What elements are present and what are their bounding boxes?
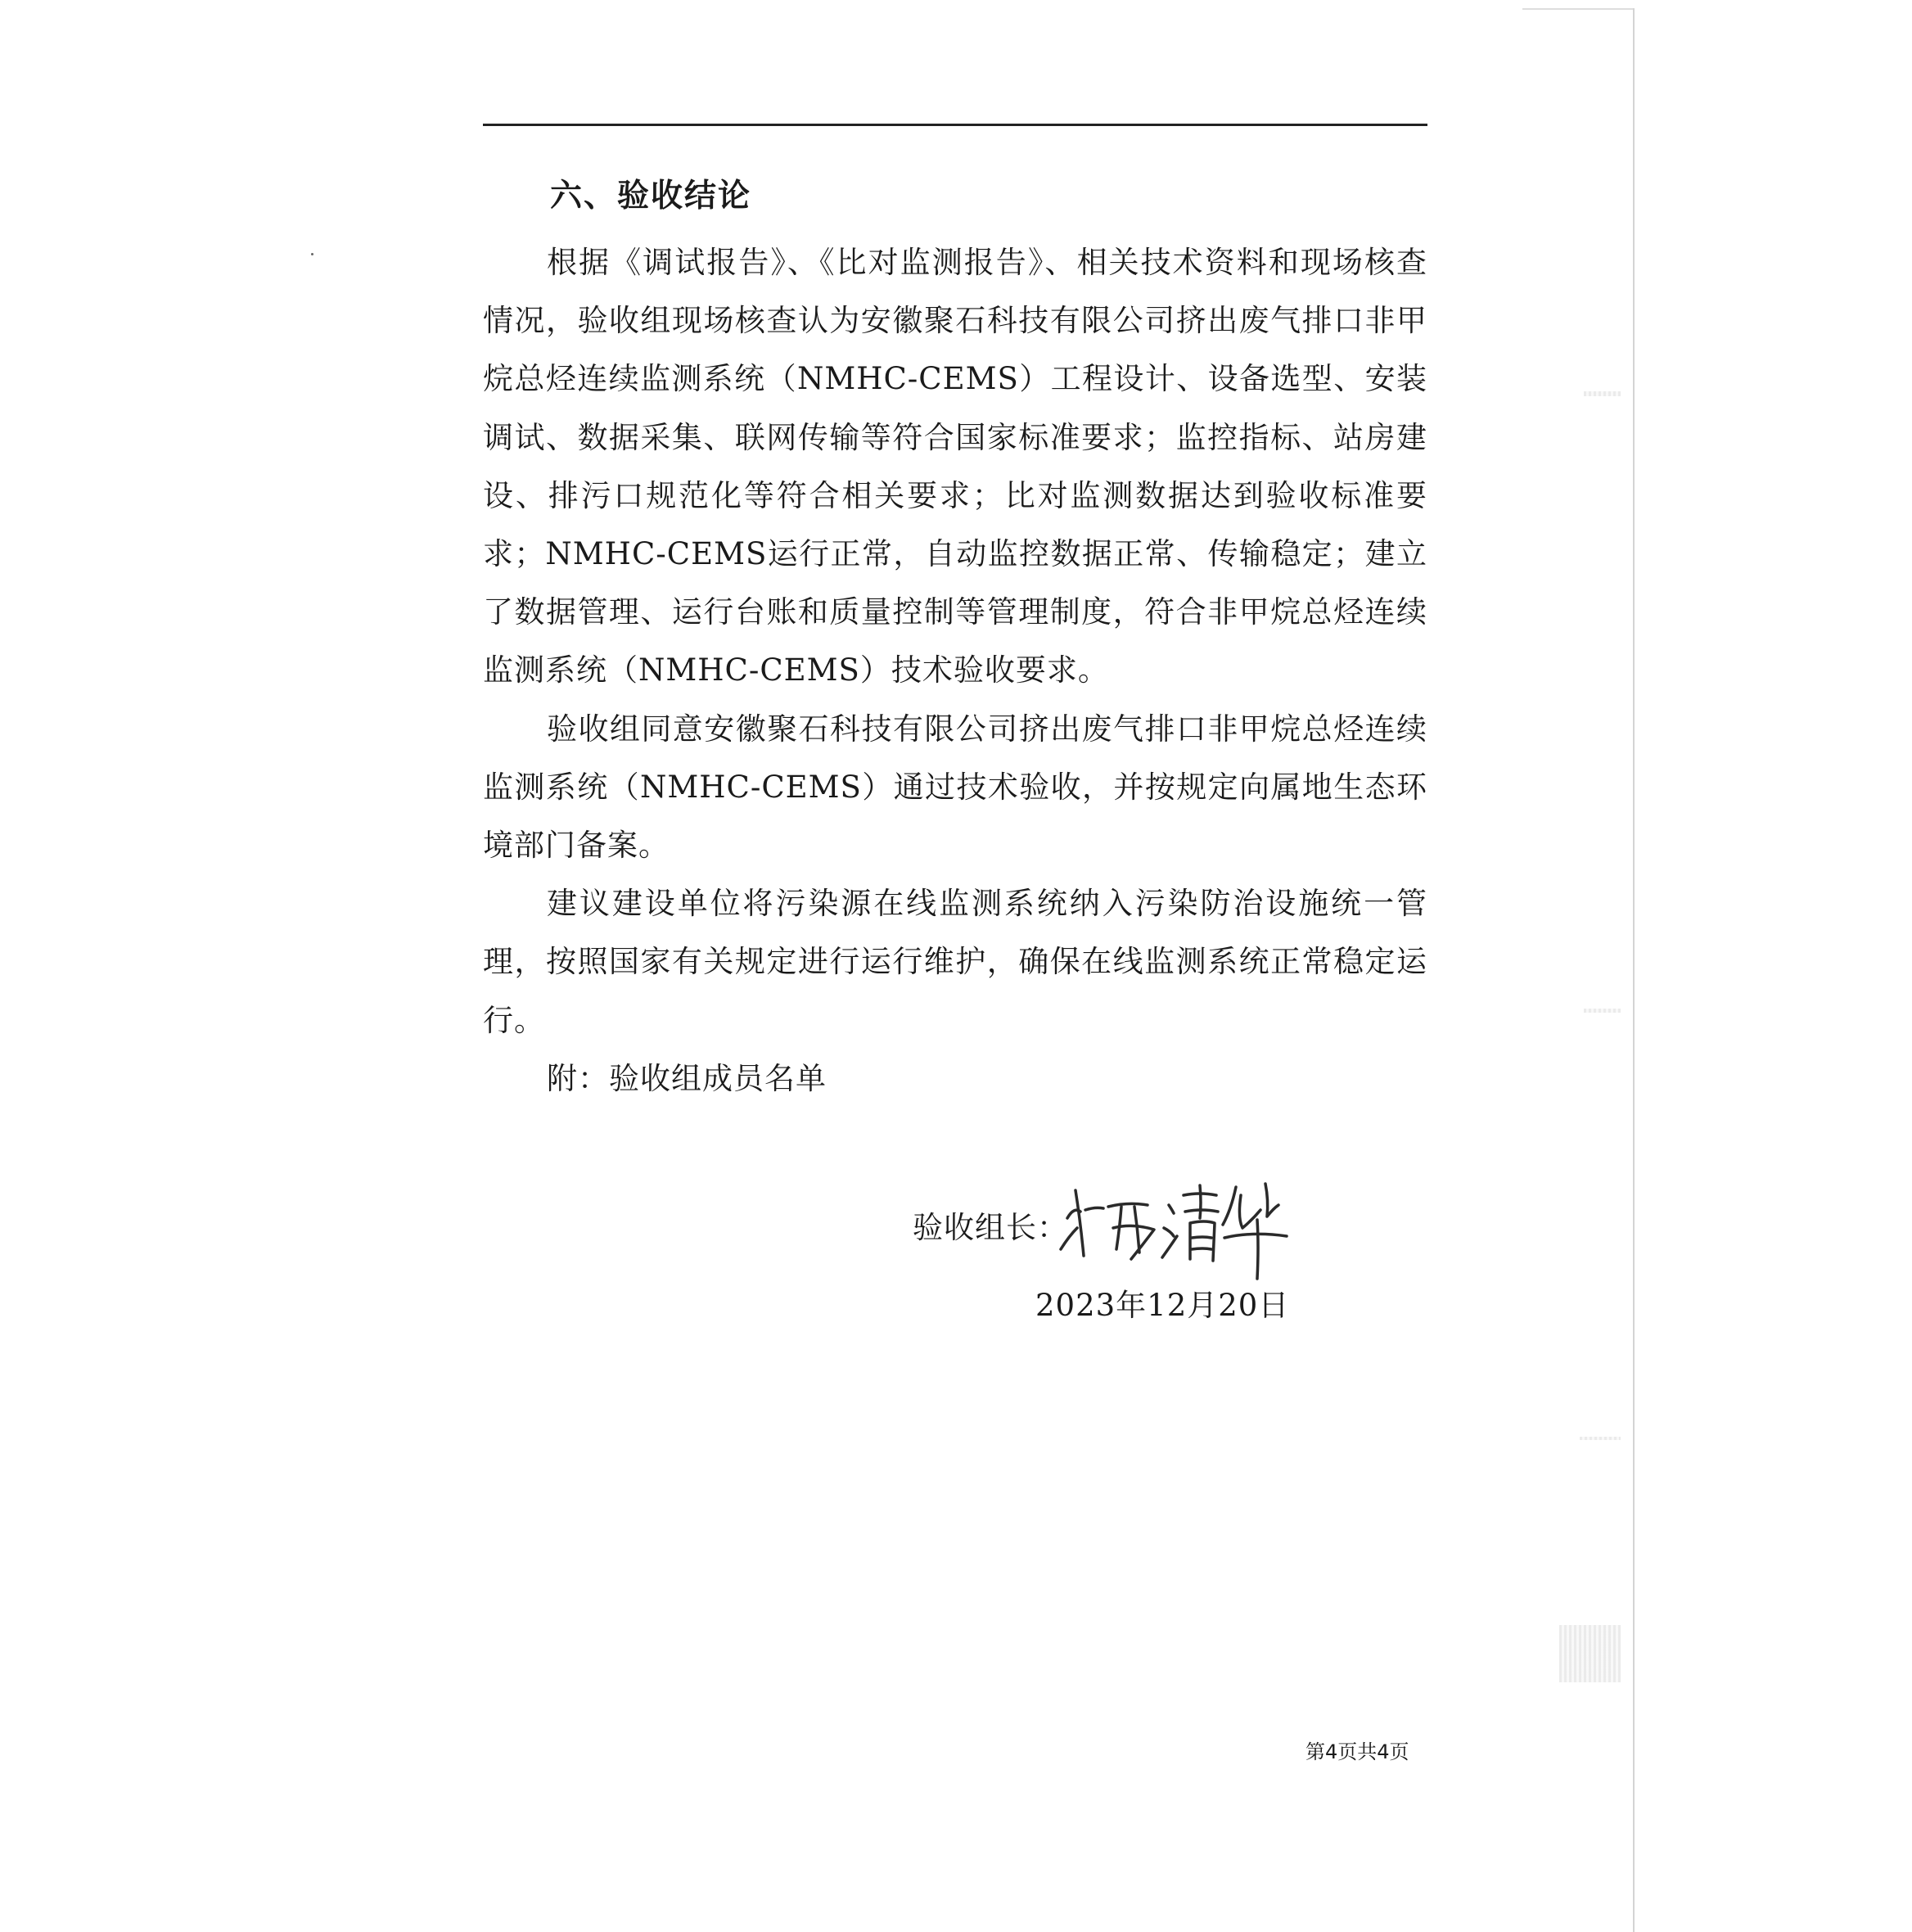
signature-date: 2023年12月20日 <box>1035 1288 1290 1323</box>
paper-edge-top <box>1522 8 1633 10</box>
scan-dust <box>311 253 313 255</box>
handwritten-signature <box>1056 1171 1301 1285</box>
attachment-note: 附：验收组成员名单 <box>547 1060 827 1096</box>
recommendation-paragraph: 建议建设单位将污染源在线监测系统纳入污染防治设施统一管理，按照国家有关规定进行运行维护，确保在线监测系统正常稳定运行。 <box>483 886 1427 1038</box>
scan-smudge <box>1559 1625 1621 1682</box>
page-number: 第4页共4页 <box>1305 1740 1409 1763</box>
paper-edge <box>1633 8 1635 1932</box>
scan-smudge <box>1580 1437 1621 1440</box>
conclusion-paragraph: 根据《调试报告》、《比对监测报告》、相关技术资料和现场核查情况，验收组现场核查认为安徽聚石科技有限公司挤出废气排口非甲烷总烃连续监测系统（NMHC-CEMS）工程设计、设备选型、安装调试、数据采集、联网传输等符合国家标准要求；监控指标、站房建设、排污口规范化等符合相关要求；比对监测数据达到验收标准要求；NMHC-CEMS运行正常，自动监控数据正常、传输稳定；建立了数据管理、运行台账和质量控制等管理制度，符合非甲烷总烃连续监测系统（NMHC-CEMS）技术验收要求。 <box>483 245 1427 688</box>
conclusion-body <box>483 233 1427 1108</box>
scan-smudge <box>1584 1009 1621 1013</box>
header-rule <box>483 124 1427 126</box>
approval-paragraph: 验收组同意安徽聚石科技有限公司挤出废气排口非甲烷总烃连续监测系统（NMHC-CEMS）通过技术验收，并按规定向属地生态环境部门备案。 <box>483 711 1427 864</box>
scan-smudge <box>1584 391 1621 396</box>
section-title: 六、验收结论 <box>550 178 752 214</box>
signature-label: 验收组长： <box>913 1210 1068 1245</box>
